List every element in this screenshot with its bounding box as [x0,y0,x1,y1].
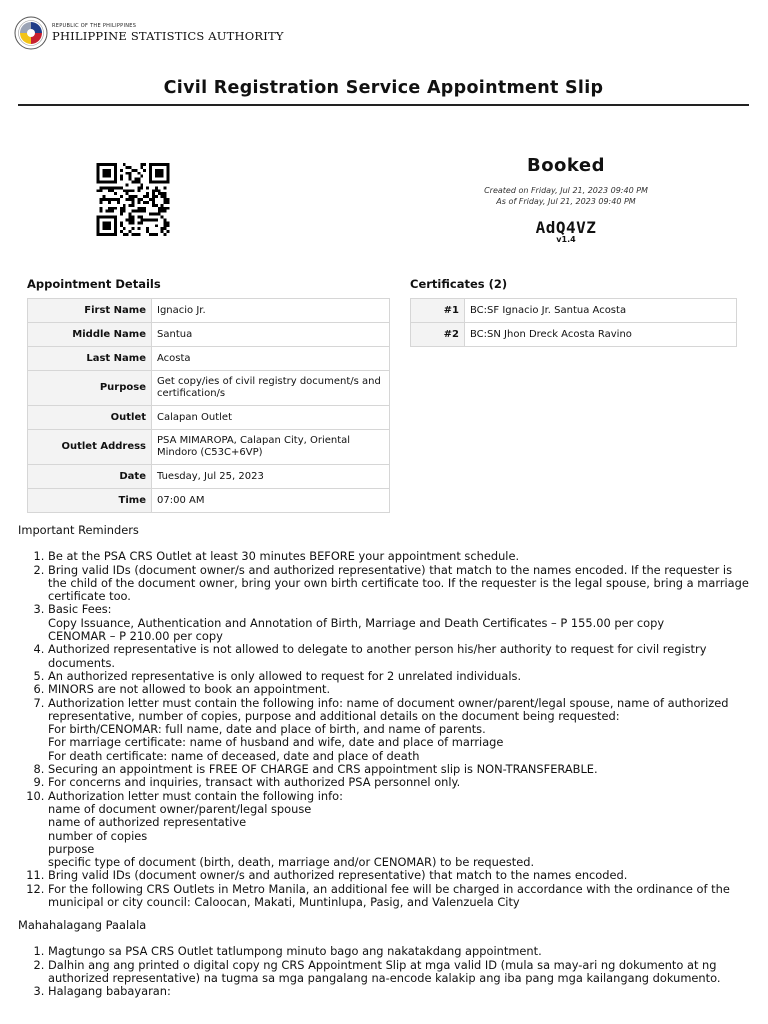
list-item-text: specific type of document (birth, death, marriage and/or CENOMAR) to be requested. [48,855,535,870]
reference-code: AdQ4VZ [535,218,597,237]
psa-header [14,16,284,50]
booking-status [366,155,766,244]
list-item-text: 3. Halagang babayaran: [48,984,171,999]
created-timestamp: Created on Friday, Jul 21, 2023 09:40 PM [484,186,648,195]
status-label: Booked [526,155,606,176]
list-item [48,945,753,958]
list-item-text: 6. MINORS are not allowed to book an appointment. [48,682,331,697]
republic-label: REPUBLIC OF THE PHILIPPINES [52,22,137,29]
list-item [48,697,753,763]
list-item-text: 2. Dalhin ang ang printed o digital copy ng CRS Appointment Slip at mga valid ID (mula sa may-ari ng dokumento at ng authorized representative) na tugma sa mga pangalang na-encode kalakip ang iba pang mga kailangang dokumento. [48,957,721,985]
field-label: Purpose [28,371,152,406]
field-label: Last Name [28,347,152,371]
list-item-text: For death certificate: name of deceased, date and place of death [48,748,420,763]
list-item [48,776,753,789]
list-item-text: number of copies [48,828,148,843]
list-item-text: 12. For the following CRS Outlets in Metro Manila, an additional fee will be charged in accordance with the ordinance of the municipal or city council: Caloocan, Makati, Muntinlupa, Pasig, and Valenzuela City [48,881,730,910]
table-row [411,323,737,347]
table-row [28,371,390,406]
field-label: Outlet [28,406,152,430]
field-value: Santua [152,323,390,347]
certificate-number: #1 [411,299,465,323]
list-item [48,985,753,998]
table-row [411,299,737,323]
list-item-text: 9. For concerns and inquiries, transact with authorized PSA personnel only. [48,775,461,790]
table-row [28,323,390,347]
field-value: Get copy/ies of civil registry document/s and certification/s [152,371,390,406]
list-item-text: CENOMAR – P 210.00 per copy [48,629,223,644]
paalala-title: Mahahalagang Paalala [18,918,147,932]
list-item-text: purpose [48,841,95,856]
list-item-text: For marriage certificate: name of husband and wife, date and place of marriage [48,735,504,750]
list-item-text: 7. Authorization letter must contain the following info: name of document owner/parent/legal spouse, name of authorized representative, number of copies, purpose and additional details on the document being requested: [48,695,729,723]
field-label: Date [28,465,152,489]
mahahalagang-paalala [18,919,753,998]
reminders-title: Important Reminders [18,523,139,537]
authority-label: PHILIPPINE STATISTICS AUTHORITY [52,28,284,43]
list-item [48,959,753,986]
list-item-text: Copy Issuance, Authentication and Annotation of Birth, Marriage and Death Certificates – P 155.00 per copy [48,615,665,630]
list-item-text: 11. Bring valid IDs (document owner/s and authorized representative) that match to the names encoded. [48,868,628,883]
field-value: Ignacio Jr. [152,299,390,323]
field-value: Calapan Outlet [152,406,390,430]
table-row [28,406,390,430]
table-row [28,430,390,465]
list-item [48,550,753,563]
list-item [48,869,753,882]
certificate-number: #2 [411,323,465,347]
certificates-title: Certificates (2) [410,277,508,291]
field-value: Tuesday, Jul 25, 2023 [152,465,390,489]
list-item [48,603,753,643]
paalala-list [18,945,753,998]
list-item-text: 2. Bring valid IDs (document owner/s and authorized representative) that match to the names encoded. If the requester is the child of the document owner, bring your own birth certificate too. If the requester is the legal spouse, bring a marriage certificate too. [48,562,749,604]
field-label: First Name [28,299,152,323]
page-title: Civil Registration Service Appointment Slip [163,78,604,98]
list-item [48,883,753,910]
table-row [28,299,390,323]
field-label: Middle Name [28,323,152,347]
list-item [48,763,753,776]
field-value: Acosta [152,347,390,371]
psa-seal-logo [14,16,48,50]
list-item-text: 1. Be at the PSA CRS Outlet at least 30 minutes BEFORE your appointment schedule. [48,549,520,564]
list-item [48,790,753,870]
qr-code [95,163,171,236]
certificates-table [410,298,737,347]
appointment-details-title: Appointment Details [27,277,161,291]
field-value: 07:00 AM [152,489,390,513]
list-item-text: 5. An authorized representative is only allowed to request for 2 unrelated individuals. [48,668,522,683]
list-item-text: For birth/CENOMAR: full name, date and place of birth, and name of parents. [48,722,486,737]
title-divider [18,104,749,106]
field-value: PSA MIMAROPA, Calapan City, Oriental Mindoro (C53C+6VP) [152,430,390,465]
list-item-text: name of authorized representative [48,815,247,830]
table-row [28,465,390,489]
list-item-text: 3. Basic Fees: [48,602,112,617]
as-of-timestamp: As of Friday, Jul 21, 2023 09:40 PM [496,197,636,206]
version-label: v1.4 [556,235,576,244]
list-item-text: name of document owner/parent/legal spouse [48,801,312,816]
certificate-value: BC:SF Ignacio Jr. Santua Acosta [465,299,737,323]
table-row [28,489,390,513]
list-item [48,643,753,670]
field-label: Time [28,489,152,513]
important-reminders [18,524,753,909]
field-label: Outlet Address [28,430,152,465]
psa-wordmark [52,24,284,43]
list-item-text: 1. Magtungo sa PSA CRS Outlet tatlumpong minuto bago ang nakatakdang appointment. [48,944,542,959]
list-item [48,670,753,683]
table-row [28,347,390,371]
certificate-value: BC:SN Jhon Dreck Acosta Ravino [465,323,737,347]
list-item-text: 10. Authorization letter must contain the following info: [48,788,343,803]
list-item-text: 8. Securing an appointment is FREE OF CHARGE and CRS appointment slip is NON-TRANSFERABLE. [48,762,598,777]
reminders-list [18,550,753,909]
list-item [48,564,753,604]
list-item-text: 4. Authorized representative is not allowed to delegate to another person his/her authority to request for civil registry documents. [48,642,707,670]
list-item [48,683,753,696]
appointment-details-table [27,298,390,513]
